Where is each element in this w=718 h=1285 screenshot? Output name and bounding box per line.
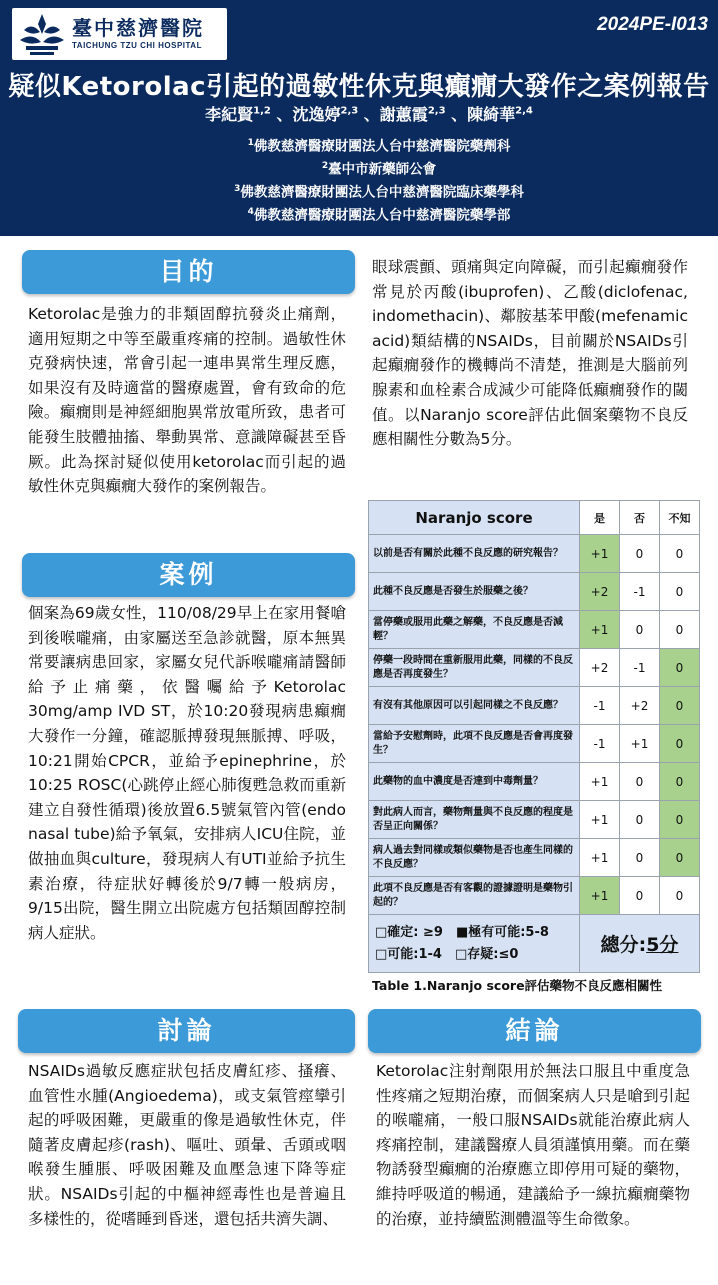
poster-header — [0, 0, 718, 236]
naranjo-score-yes: +2 — [580, 573, 620, 611]
case-text: 個案為69歲女性，110/08/29早上在家用餐嗆到後喉嚨痛，由家屬送至急診就醫，原本無異常要讓病患回家，家屬女兒代訴喉嚨痛請醫師給予止痛藥，依醫囑給予Ketorolac 30mg/amp IVD ST，於10:20發現病患癲癇大發作一分鐘，確認脈搏發現無脈搏、呼吸，10:21開始CPCR，並給予epinephrine，於10:25 ROSC(心跳停止經心肺復甦急救而重新建立自發性循環)後放置6.5號氣管內管(endo nasal tube)給予氧氣，安排病人ICU住院，並做抽血與culture，發現病人有UTI並給予抗生素治療，待症狀好轉後於9/7轉一般病房，9/15出院，醫生開立出院處方包括類固醇控制病人症狀。 — [28, 604, 346, 942]
table-row — [369, 801, 700, 839]
author-list — [0, 102, 718, 125]
affiliation-number: 1 — [247, 138, 254, 148]
naranjo-score-unknown: 0 — [660, 611, 700, 649]
naranjo-score-yes: -1 — [580, 725, 620, 763]
naranjo-score-no: 0 — [620, 877, 660, 915]
logo-chinese-name: 臺中慈濟醫院 — [72, 16, 204, 40]
naranjo-question: 當給予安慰劑時，此項不良反應是否會再度發生？ — [369, 725, 580, 763]
naranjo-score-unknown: 0 — [660, 535, 700, 573]
author-separator: 、 — [276, 105, 293, 124]
score-legend-line: □可能:1-4 □存疑:≤0 — [375, 946, 519, 962]
author-separator: 、 — [451, 105, 468, 124]
table-row — [369, 877, 700, 915]
table-row — [369, 687, 700, 725]
author-name: 李紀賢 — [205, 105, 254, 124]
naranjo-question: 對此病人而言，藥物劑量與不良反應的程度是否呈正向關係？ — [369, 801, 580, 839]
naranjo-score-unknown: 0 — [660, 763, 700, 801]
poster-code: 2024PE-I013 — [597, 14, 708, 35]
naranjo-score-no: 0 — [620, 535, 660, 573]
affiliation-number: 4 — [247, 207, 254, 217]
naranjo-question: 有沒有其他原因可以引起同樣之不良反應？ — [369, 687, 580, 725]
naranjo-score-unknown: 0 — [660, 801, 700, 839]
affiliation-text: 佛教慈濟醫療財團法人台中慈濟醫院藥劑科 — [253, 138, 511, 155]
affiliation-line — [40, 157, 718, 180]
total-score — [580, 915, 700, 973]
affiliation-text: 佛教慈濟醫療財團法人台中慈濟醫院藥學部 — [253, 207, 511, 224]
affiliation-number: 3 — [234, 184, 241, 194]
naranjo-score-unknown: 0 — [660, 839, 700, 877]
table-row — [369, 535, 700, 573]
naranjo-question: 此項不良反應是否有客觀的證據證明是藥物引起的？ — [369, 877, 580, 915]
naranjo-score-unknown: 0 — [660, 573, 700, 611]
conclusion-text: Ketorolac注射劑限用於無法口服且中重度急性疼痛之短期治療，而個案病人只是嗆到引起的喉嚨痛，一般口服NSAIDs就能治療此病人疼痛控制，建議醫療人員須謹慎用藥。而在藥物誘發型癲癇的治療應立即停用可疑的藥物，維持呼吸道的暢通，建議給予一線抗癲癇藥物的治療，並持續監測體溫等生命徵象。 — [376, 1062, 690, 1228]
naranjo-score-yes: +1 — [580, 877, 620, 915]
table-header-row — [369, 501, 700, 535]
author-name: 謝蕙霞 — [379, 105, 428, 124]
naranjo-score-no: 0 — [620, 763, 660, 801]
affiliation-list — [0, 134, 718, 226]
table-row — [369, 725, 700, 763]
table-header-unknown: 不知 — [660, 501, 700, 535]
table-row — [369, 611, 700, 649]
discussion-text: NSAIDs過敏反應症狀包括皮膚紅疹、搔癢、血管性水腫(Angioedema)，或支氣管痙攣引起的呼吸困難，更嚴重的像是過敏性休克，伴隨著皮膚起疹(rash)、嘔吐、頭暈、舌頭或咽喉發生腫脹、呼吸困難及血壓急速下降等症狀。NSAIDs引起的中樞神經毒性也是普遍且多樣性的，從嗜睡到昏迷，還包括共濟失調、 — [28, 1062, 346, 1228]
affiliation-text: 臺中市新藥師公會 — [328, 161, 437, 178]
affiliation-line — [40, 180, 718, 203]
table-row — [369, 839, 700, 877]
author-affiliation-mark: 2,4 — [515, 105, 533, 117]
objective-text: Ketorolac是強力的非類固醇抗發炎止痛劑，適用短期之中等至嚴重疼痛的控制。過敏性休克發病快速，常會引起一連串異常生理反應，如果沒有及時適當的醫療處置，會有致命的危險。癲癇則是神經細胞異常放電所致，患者可能發生肢體抽搐、舉動異常、意識障礙甚至昏厥。此為探討疑似使用ketorolac而引起的過敏性休克與癲癇大發作的案例報告。 — [28, 305, 346, 496]
table-header-yes: 是 — [580, 501, 620, 535]
total-score-value: 5分 — [646, 934, 679, 956]
naranjo-score-no: -1 — [620, 573, 660, 611]
affiliation-text: 佛教慈濟醫療財團法人台中慈濟醫院臨床藥學科 — [240, 184, 524, 201]
naranjo-question: 以前是否有關於此種不良反應的研究報告？ — [369, 535, 580, 573]
naranjo-question: 停藥一段時間在重新服用此藥，同樣的不良反應是否再度發生？ — [369, 649, 580, 687]
affiliation-line — [40, 203, 718, 226]
hospital-logo — [12, 8, 227, 60]
table-caption: Table 1.Naranjo score評估藥物不良反應相關性 — [372, 978, 663, 993]
logo-english-name: TAICHUNG TZU CHI HOSPITAL — [72, 41, 202, 50]
naranjo-score-yes: +2 — [580, 649, 620, 687]
table-row — [369, 763, 700, 801]
naranjo-score-no: +1 — [620, 725, 660, 763]
naranjo-score-table — [368, 500, 700, 973]
affiliation-line — [40, 134, 718, 157]
poster-title: 疑似Ketorolac引起的過敏性休克與癲癇大發作之案例報告 — [8, 72, 710, 102]
naranjo-score-no: 0 — [620, 801, 660, 839]
naranjo-score-unknown: 0 — [660, 687, 700, 725]
table-header-no: 否 — [620, 501, 660, 535]
naranjo-score-no: -1 — [620, 649, 660, 687]
naranjo-question: 當停藥或服用此藥之解藥，不良反應是否減輕？ — [369, 611, 580, 649]
author-name: 陳綺華 — [467, 105, 516, 124]
author-affiliation-mark: 2,3 — [427, 105, 446, 117]
table-header-title: Naranjo score — [369, 501, 580, 535]
naranjo-question: 此種不良反應是否發生於服藥之後？ — [369, 573, 580, 611]
naranjo-score-yes: +1 — [580, 535, 620, 573]
author-affiliation-mark: 2,3 — [340, 105, 359, 117]
table-row — [369, 649, 700, 687]
naranjo-score-yes: +1 — [580, 763, 620, 801]
author-name: 沈逸婷 — [292, 105, 341, 124]
tzu-chi-emblem-icon — [16, 10, 68, 58]
naranjo-score-unknown: 0 — [660, 725, 700, 763]
author-affiliation-mark: 1,2 — [253, 105, 271, 117]
author-separator: 、 — [363, 105, 380, 124]
table-footer-row — [369, 915, 700, 973]
score-legend — [369, 915, 580, 973]
affiliation-number: 2 — [321, 161, 329, 171]
naranjo-question: 病人過去對同樣或類似藥物是否也產生同樣的不良反應？ — [369, 839, 580, 877]
table-row — [369, 573, 700, 611]
naranjo-score-yes: +1 — [580, 611, 620, 649]
naranjo-score-yes: -1 — [580, 687, 620, 725]
discussion-continued-text: 眼球震顫、頭痛與定向障礙，而引起癲癇發作常見於丙酸(ibuprofen)、乙酸(diclofenac, indomethacin)、鄰胺基苯甲酸(mefenamic acid)類結構的NSAIDs，目前關於NSAIDs引起癲癇發作的機轉尚不清楚，推測是大腦前列腺素和血栓素合成減少可能降低癲癇發作的閾值。以Naranjo score評估此個案藥物不良反應相關性分數為5分。 — [372, 258, 688, 449]
naranjo-score-no: +2 — [620, 687, 660, 725]
naranjo-score-yes: +1 — [580, 839, 620, 877]
naranjo-score-no: 0 — [620, 839, 660, 877]
score-legend-line: □確定: ≥9 ■極有可能:5-8 — [375, 924, 549, 940]
case-heading: 案例 — [22, 553, 355, 597]
objective-heading: 目的 — [22, 250, 355, 294]
total-score-label: 總分: — [600, 934, 647, 956]
naranjo-question: 此藥物的血中濃度是否達到中毒劑量？ — [369, 763, 580, 801]
naranjo-score-unknown: 0 — [660, 877, 700, 915]
naranjo-score-yes: +1 — [580, 801, 620, 839]
naranjo-score-unknown: 0 — [660, 649, 700, 687]
naranjo-score-no: 0 — [620, 611, 660, 649]
conclusion-heading: 結論 — [368, 1009, 701, 1053]
discussion-heading: 討論 — [18, 1009, 355, 1053]
